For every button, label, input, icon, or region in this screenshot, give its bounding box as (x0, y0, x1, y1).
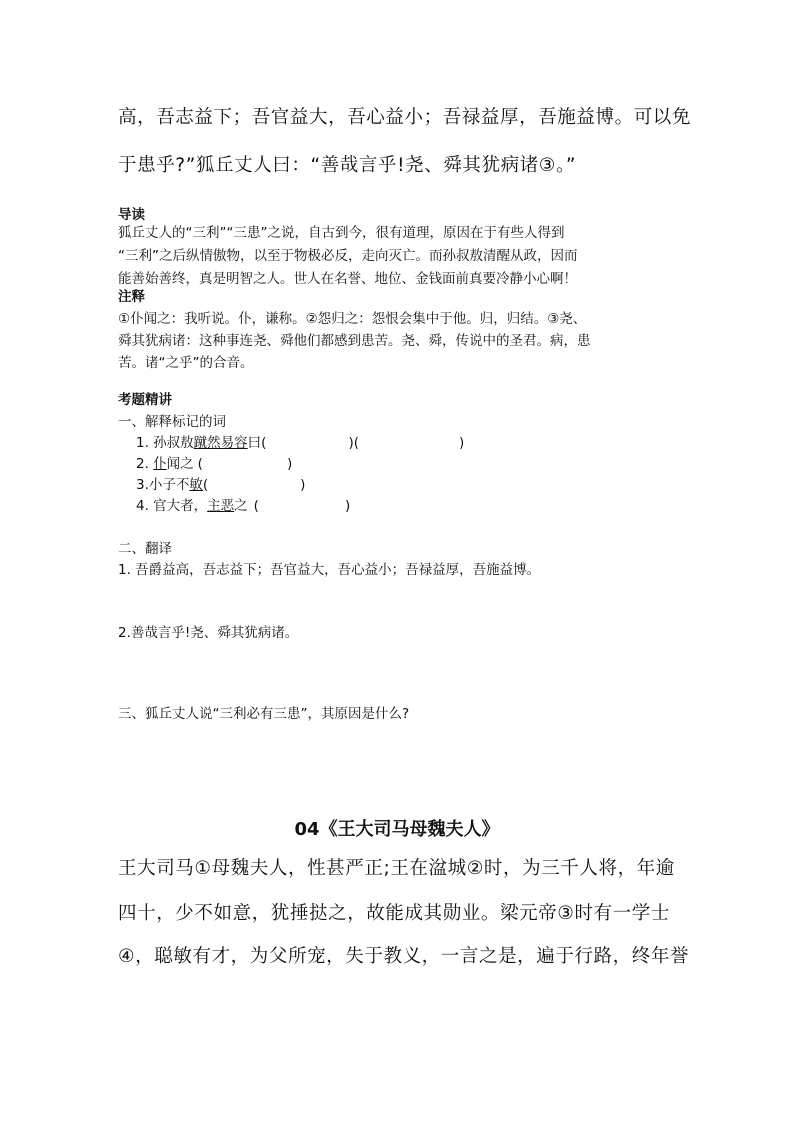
story-heading: 04《王大司马母魏夫人》 (294, 819, 500, 840)
q4-close: ) (344, 498, 351, 514)
q1-blank2-close: ) (459, 435, 465, 451)
notes-line-2: 舜其犹病诸：这种事连尧、舜他们都感到患苦。尧、舜，传说中的圣君。病，患 (118, 333, 591, 349)
section3-question: 三、狐丘丈人说“三利必有三患”，其原因是什么? (118, 706, 410, 722)
q1-underlined-2: 易容 (220, 435, 248, 451)
guide-title: 导读 (118, 207, 145, 223)
q1-underlined-1: 蹴然 (193, 435, 221, 451)
q2-row (136, 452, 292, 472)
q2-prefix: 2. (136, 456, 154, 472)
story-line-3: ④，聪敏有才，为父所宠，失于教义，一言之是，遍于行路，终年誉 (118, 946, 690, 967)
q4-prefix: 4. 官大者， (136, 498, 208, 514)
passage-line-1: 高，吾志益下；吾官益大，吾心益小；吾禄益厚，吾施益博。可以免 (118, 107, 692, 128)
story-line-1: 王大司马①母魏夫人，性甚严正;王在湓城②时，为三千人将，年逾 (118, 858, 675, 879)
notes-line-3: 苦。诸“之乎”的合音。 (118, 355, 254, 371)
q2-close: ) (286, 456, 293, 472)
q4-underlined: 主恶 (207, 498, 235, 514)
notes-title: 注释 (118, 289, 145, 305)
q4-suffix: 之 (234, 498, 248, 514)
q2-open: ( (197, 456, 203, 472)
q3-row (136, 473, 305, 493)
q1-blank1-close: ) (348, 435, 354, 451)
q4-row (136, 494, 350, 514)
q1-row (136, 431, 464, 451)
guide-line-2: “三利”之后纵情傲物，以至于物极必反，走向灭亡。而孙叔敖清醒从政，因而 (118, 248, 578, 264)
q2-suffix: 闻之 (166, 456, 194, 472)
q3-prefix: 3.小子不 (136, 477, 190, 493)
translate-q2: 2.善哉言乎!尧、舜其犹病诸。 (118, 625, 299, 641)
q1-blank1-open: ( (261, 435, 267, 451)
q1-prefix: 1. 孙叔敖 (136, 435, 194, 451)
section2-title: 二、翻译 (118, 541, 172, 557)
section1-title: 一、解释标记的词 (118, 414, 226, 430)
exam-title: 考题精讲 (118, 392, 172, 408)
passage-line-2: 于患乎?”狐丘丈人曰：“善哉言乎!尧、舜其犹病诸③。” (118, 155, 577, 176)
story-line-2: 四十，少不如意，犹捶挞之，故能成其勋业。梁元帝③时有一学士 (118, 903, 670, 924)
notes-line-1: ①仆闻之：我听说。仆，谦称。②怨归之：怨恨会集中于他。归，归结。③尧、 (118, 311, 587, 327)
q2-underlined: 仆 (153, 456, 167, 472)
guide-line-3: 能善始善终，真是明智之人。世人在名誉、地位、金钱面前真要冷静小心啊！ (118, 271, 577, 287)
q1-suffix: 曰 (247, 435, 262, 451)
q3-underlined: 敏 (189, 477, 203, 493)
q3-open: ( (202, 477, 209, 493)
guide-line-1: 狐丘丈人的“三利”“三患”之说，自古到今，很有道理，原因在于有些人得到 (118, 225, 565, 241)
q3-close: ) (300, 477, 306, 493)
q1-blank2-open: ( (353, 435, 360, 451)
q4-open: ( (253, 498, 259, 514)
translate-q1: 1. 吾爵益高，吾志益下；吾官益大，吾心益小；吾禄益厚，吾施益博。 (118, 562, 541, 578)
